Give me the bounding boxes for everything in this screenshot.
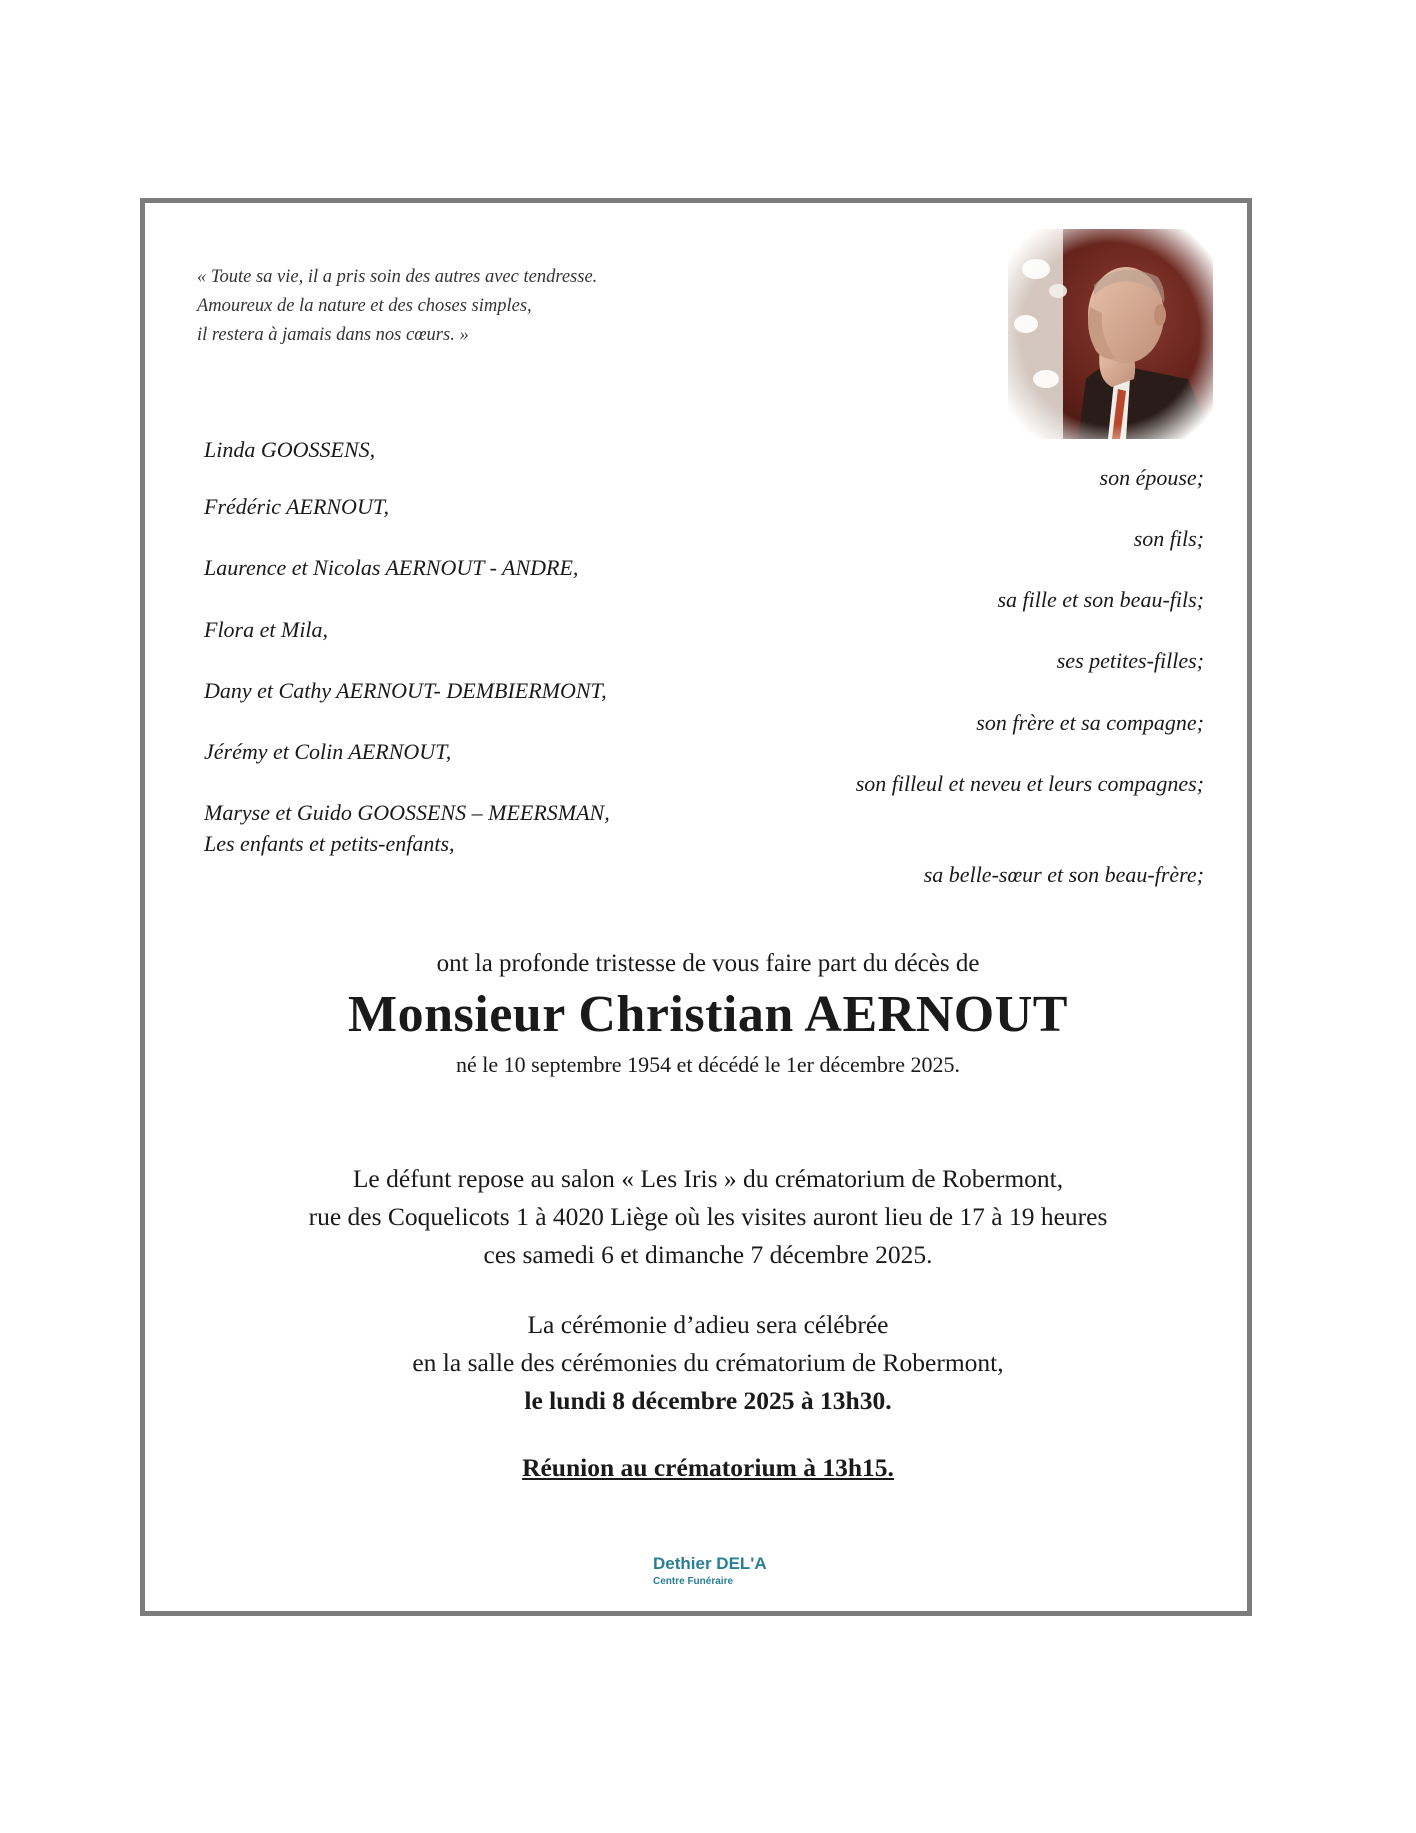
visitation-info [0,1160,1416,1274]
family-relation: son frère et sa compagne; [976,710,1204,735]
life-dates: né le 10 septembre 1954 et décédé le 1er décembre 2025. [456,1052,960,1077]
family-relation: son épouse; [1099,465,1204,490]
ceremony-line: en la salle des cérémonies du crématorium de Robermont, [412,1348,1004,1377]
ceremony-line: La cérémonie d’adieu sera célébrée [527,1310,889,1339]
family-relation: sa fille et son beau-fils; [997,587,1204,612]
family-list [0,0,1416,900]
family-relation: ses petites-filles; [1056,648,1204,673]
family-relation: son filleul et neveu et leurs compagnes; [855,771,1204,796]
announcement: ont la profonde tristesse de vous faire part du décès de [436,950,980,977]
family-relation: sa belle-sœur et son beau-frère; [923,862,1204,887]
family-member: Dany et Cathy AERNOUT- DEMBIERMONT, [204,678,607,703]
logo-name: Dethier DEL'A [653,1554,767,1573]
quote-line: il restera à jamais dans nos cœurs. » [197,325,469,345]
visitation-line: Le défunt repose au salon « Les Iris » du crématorium de Robermont, [352,1164,1064,1193]
reunion-notice: Réunion au crématorium à 13h15. [522,1453,894,1482]
ceremony-info [0,1306,1416,1420]
visitation-line: rue des Coquelicots 1 à 4020 Liège où les visites auront lieu de 17 à 19 heures [308,1202,1108,1231]
family-member: Maryse et Guido GOOSSENS – MEERSMAN, [204,800,610,825]
family-member: Jérémy et Colin AERNOUT, [204,739,452,764]
quote-line: « Toute sa vie, il a pris soin des autres avec tendresse. [197,267,598,287]
ceremony-date: le lundi 8 décembre 2025 à 13h30. [524,1386,892,1415]
visitation-line: ces samedi 6 et dimanche 7 décembre 2025. [483,1240,933,1269]
family-relation: son fils; [1133,526,1204,551]
family-member: Les enfants et petits-enfants, [204,831,455,856]
deceased-name: Monsieur Christian AERNOUT [348,986,1068,1043]
funeral-home-logo [653,1554,767,1587]
family-member: Flora et Mila, [204,617,329,642]
family-member: Frédéric AERNOUT, [204,494,389,519]
family-member: Laurence et Nicolas AERNOUT - ANDRE, [204,555,579,580]
family-member: Linda GOOSSENS, [204,437,376,462]
quote-line: Amoureux de la nature et des choses simples, [197,296,532,316]
logo-subtitle: Centre Funéraire [653,1576,734,1587]
